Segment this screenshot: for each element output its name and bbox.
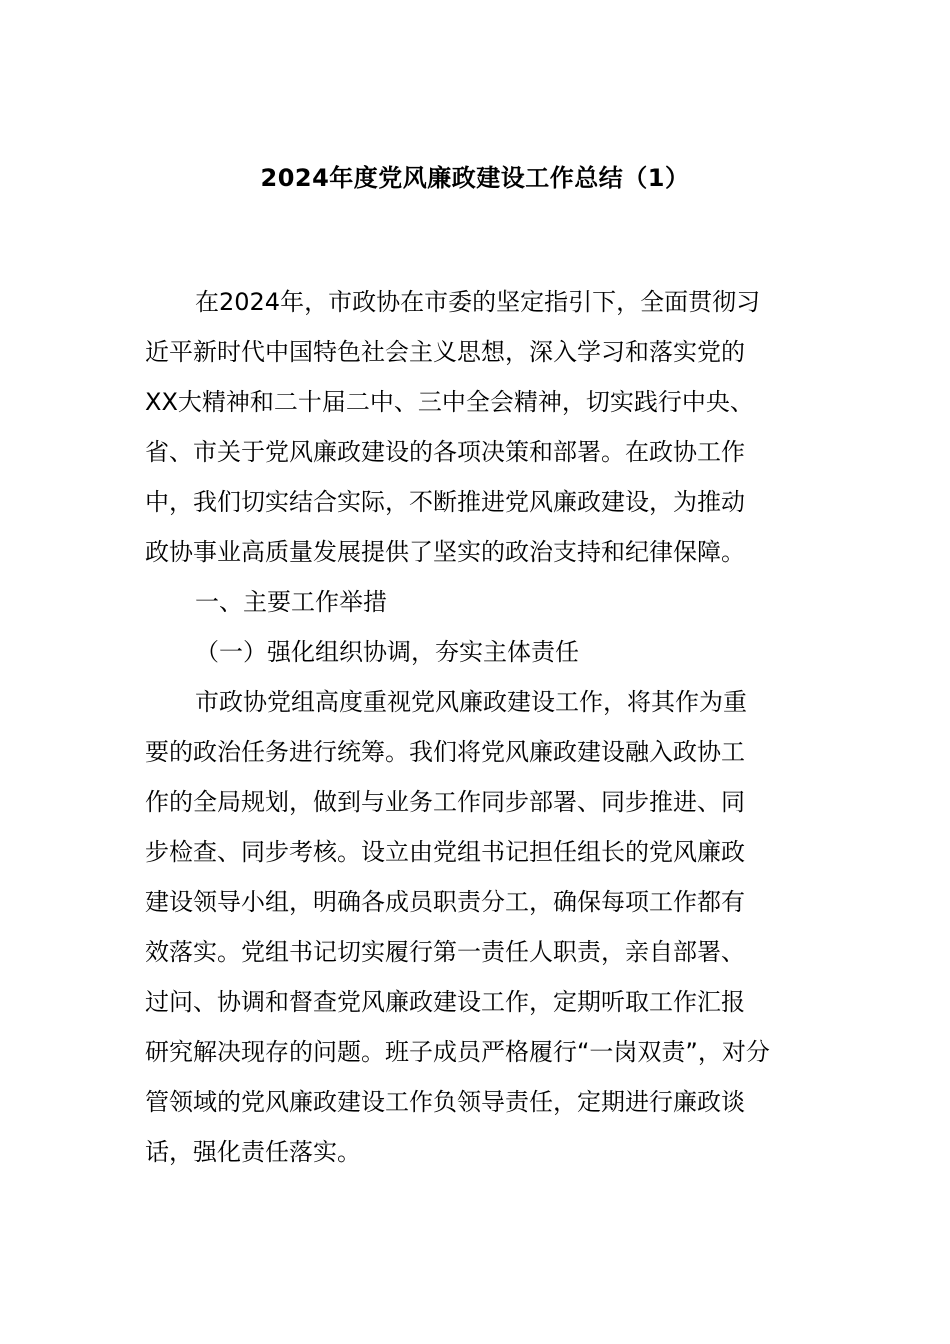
paragraph-1-line-4: 省、市关于党风廉政建设的各项决策和部署。在政协工作: [145, 438, 745, 466]
paragraph-2-line-8: 研究解决现存的问题。班子成员严格履行“一岗双责”，对分: [145, 1038, 770, 1066]
paragraph-2-line-3: 作的全局规划，做到与业务工作同步部署、同步推进、同: [145, 788, 745, 816]
paragraph-2-line-1: 市政协党组高度重视党风廉政建设工作，将其作为重: [195, 688, 747, 716]
paragraph-1-line-3: XX大精神和二十届二中、三中全会精神，切实践行中央、: [145, 388, 754, 416]
paragraph-2-line-9: 管领域的党风廉政建设工作负领导责任，定期进行廉政谈: [145, 1088, 745, 1116]
paragraph-2-line-6: 效落实。党组书记切实履行第一责任人职责，亲自部署、: [145, 938, 745, 966]
paragraph-2-line-7: 过问、协调和督查党风廉政建设工作，定期听取工作汇报: [145, 988, 745, 1016]
paragraph-2-line-2: 要的政治任务进行统筹。我们将党风廉政建设融入政协工: [145, 738, 745, 766]
document-body: [145, 277, 810, 1177]
section-heading: 一、主要工作举措: [195, 588, 387, 616]
paragraph-1-line-2: 近平新时代中国特色社会主义思想，深入学习和落实党的: [145, 338, 745, 366]
paragraph-1-line-6: 政协事业高质量发展提供了坚实的政治支持和纪律保障。: [145, 538, 745, 566]
paragraph-2-line-4: 步检查、同步考核。设立由党组书记担任组长的党风廉政: [145, 838, 745, 866]
document-title: 2024年度党风廉政建设工作总结（1）: [260, 164, 690, 192]
paragraph-1-line-5: 中，我们切实结合实际，不断推进党风廉政建设，为推动: [145, 488, 745, 516]
paragraph-2-line-5: 建设领导小组，明确各成员职责分工，确保每项工作都有: [145, 888, 745, 916]
subsection-heading: （一）强化组织协调，夯实主体责任: [195, 638, 579, 666]
paragraph-1-line-1: 在2024年，市政协在市委的坚定指引下，全面贯彻习: [195, 288, 761, 316]
paragraph-2-line-10: 话，强化责任落实。: [145, 1138, 361, 1166]
